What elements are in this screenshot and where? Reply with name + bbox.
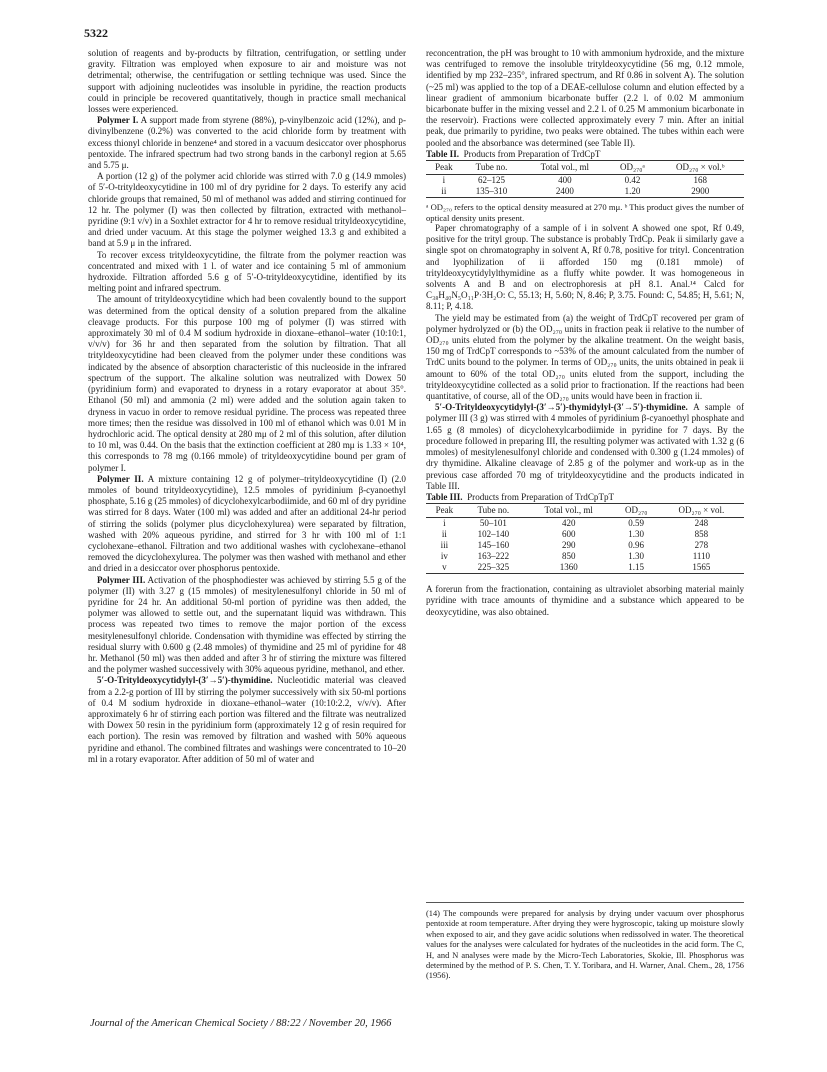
table-cell: 400	[558, 175, 572, 186]
journal-footer: Journal of the American Chemical Society / 88:22 / November 20, 1966	[90, 1018, 392, 1029]
table-header: Peak	[426, 161, 462, 175]
paragraph	[88, 171, 406, 249]
table-cell: ii	[441, 529, 447, 540]
paragraph	[426, 402, 744, 492]
table-cell: 1.15	[614, 562, 659, 574]
paragraph	[88, 474, 406, 575]
paragraph	[88, 294, 406, 473]
paragraph: A forerun from the fractionation, containing as ultraviolet absorbing material mainly pyridine with trace amounts of thymidine and a substance which appeared to be deoxycytidine, was also obtained.	[426, 584, 744, 617]
table-header: OD₂₇₀ × vol.	[659, 504, 744, 518]
text-span: Products from Preparation of TrdCpT	[463, 148, 601, 159]
table-part	[426, 161, 744, 175]
section-heading: 5′-O-Trityldeoxycytidylyl-(3′→5′)-thymidylyl-(3′→5′)-thymidine.	[435, 402, 688, 413]
table-cell: 278	[694, 540, 709, 551]
table-row	[426, 518, 744, 530]
paragraph	[88, 250, 406, 295]
table-footnote: ᵃ OD₂₇₀ refers to the optical density measured at 270 mμ. ᵇ This product gives the number of optical density units present.	[426, 202, 744, 223]
table-row	[426, 562, 744, 574]
table-cell: 2400	[521, 186, 608, 198]
text-span: A portion (12 g) of the polymer acid chloride was stirred with 7.0 g (14.9 mmoles) of 5′-O-trityldeoxycytidine in 100 ml of dry pyridine for 2 days. To esterify any acid chloride groups that remained, 50 ml of methanol was added and stirring continued for 12 hr. The polymer (I) was then collected by filtration, extracted with methanol–pyridine (9:1 v/v) in a Soxhlet extractor for 4 hr to remove residual trityldeoxycytidine, and dried under vacuum. At this stage the polymer weighed 13.3 g and exhibited a band at 5.9 μ in the infrared.	[88, 171, 406, 249]
table-cell: 1360	[524, 562, 614, 574]
paragraph	[88, 48, 406, 115]
table-cell: 225–325	[463, 562, 524, 574]
table-header: Tube no.	[462, 161, 521, 175]
table-cell: 1.20	[608, 186, 656, 198]
table-cell: 2900	[657, 186, 745, 198]
table-cell: 50–101	[479, 518, 507, 529]
left-column	[88, 48, 406, 765]
table-caption	[426, 149, 744, 160]
table-cell: v	[426, 562, 463, 574]
text-span: To recover excess trityldeoxycytidine, the filtrate from the polymer reaction was concentrated and mixed with 1 l. of water and ice containing 5 ml of ammonium hydroxide. Filtration afforded 5.6 g of 5′-O-trityldeoxycytidine, identified by its melting point and infrared spectrum.	[88, 249, 406, 294]
table-cell: 420	[561, 518, 576, 529]
table-cell: 135–310	[462, 186, 521, 198]
table-cell: 62–125	[478, 175, 505, 186]
table-cell: i	[443, 518, 446, 529]
paragraph: Paper chromatography of a sample of i in solvent A showed one spot, Rf 0.49, positive for the trityl group. The substance is probably TrdCp. Peak ii similarly gave a single spot on chromatography in solvent A, Rf 0.78, positive for trityl. Concentration and lyophilization of ii afforded 150 mg (0.181 mmole) of trityldeoxycytidylylthymidine as a fluffy white powder. It was homogeneous in solvents A and B and on electrophoresis at pH 8.1. Anal.¹⁴ Calcd for C₃₈H₄₀N₅O₁₁P·3H₂O: C, 55.13; H, 5.60; N, 8.46; P, 3.75. Found: C, 54.85; H, 5.61; N, 8.11; P, 4.18.	[426, 223, 744, 312]
section-heading: Polymer III.	[97, 574, 146, 585]
footnote-14: (14) The compounds were prepared for analysis by drying under vacuum over phosphorus pentoxide at room temperature. After drying they were hygroscopic, taking up moisture slowly when exposed to air, and they gave acidic solutions when redissolved in water. The theoretical values for the analyses were calculated for hydrates of the nucleotides in the acid form. The C, H, and N analyses were made by the Micro-Tech Laboratories, Skokie, Ill. Phosphorus was determined by the method of P. S. Chen, T. Y. Toribara, and H. Warner, Anal. Chem., 28, 1756 (1956).	[426, 902, 744, 982]
table-cell: 248	[694, 518, 709, 529]
table-cell: 163–222	[477, 551, 510, 562]
table-cell: 1565	[659, 562, 744, 574]
table-cell: 145–160	[477, 540, 510, 551]
table-cell: 858	[694, 529, 709, 540]
table-header: OD₂₇₀ × vol.ᵇ	[657, 161, 745, 175]
paragraph	[88, 575, 406, 676]
table-header: Tube no.	[463, 504, 524, 518]
table-row	[426, 175, 744, 187]
section-heading: Polymer I.	[97, 115, 139, 126]
text-span: Activation of the phosphodiester was achieved by stirring 5.5 g of the polymer (II) with 3.27 g (15 mmoles) of mesitylenesulfonyl chloride in 50 ml of pyridine for 24 hr. An additional 50-ml portion of pyridine was then added, the polymer was allowed to settle out, and the supernatant liquid was withdrawn. This process was repeated two times to remove the major portion of the excess mesitylenesulfonyl chloride. Condensation with thymidine was effected by stirring the residual slurry with 0.600 g (2.48 mmoles) of thymidine and 25 ml of pyridine for 48 hr. Methanol (50 ml) was then added and after 3 hr of stirring the mixture was filtered and the polymer washed successively with 30% aqueous pyridine, methanol, and ether.	[88, 574, 407, 675]
paragraph	[88, 115, 406, 171]
paragraph: reconcentration, the pH was brought to 10 with ammonium hydroxide, and the mixture was centrifuged to remove the insoluble trityldeoxycytidine (56 mg, 0.12 mmole, identified by mp 232–235°, infrared spectrum, and Rf 0.86 in solvent A). The solution (~25 ml) was applied to the top of a DEAE-cellulose column and elution effected by a linear gradient of ammonium bicarbonate buffer (2.2 l. of 0.02 M ammonium bicarbonate buffer in the mixing vessel and 2.2 l. of 0.25 M ammonium bicarbonate in the reservoir). Fractions were collected approximately every 7 min. After an initial peak, due primarily to pyridine, two peaks were obtained. The tubes within each were pooled and the absorbance was determined (see Table II).	[426, 48, 744, 148]
table-row	[426, 529, 744, 540]
paragraph: The yield may be estimated from (a) the weight of TrdCpT recovered per gram of polymer hydrolyzed or (b) the OD₂₇₀ units in fraction peak ii relative to the number of OD₂₇₀ units eluted from the polymer by the alkaline treatment. On the weight basis, 150 mg of TrdCpT corresponds to ~53% of the amount calculated from the number of TrdC units bound to the polymer. In terms of OD₂₇₀ units, the units obtained in peak ii amount to 60% of the total OD₂₇₀ units eluted from the support, including the trityldeoxycytidine collected as a solid prior to fractionation. If the reactions had been quantitative, of course, all of the OD₂₇₀ units would have been in fraction ii.	[426, 312, 744, 402]
table-row	[426, 551, 744, 562]
table-cell: 0.96	[628, 540, 645, 551]
table-header: Total vol., ml	[521, 161, 608, 175]
table-cell: iii	[440, 540, 449, 551]
table-caption	[426, 492, 744, 503]
table-cell: iv	[440, 551, 448, 562]
table-part	[426, 504, 744, 518]
table-cell: ii	[426, 186, 462, 198]
text-span: Table III.	[426, 491, 463, 502]
table-cell: 1.30	[628, 529, 645, 540]
table-cell: i	[442, 175, 446, 186]
table-row	[426, 186, 744, 198]
table-2	[426, 160, 744, 198]
text-span: A support made from styrene (88%), p-vinylbenzoic acid (12%), and p-divinylbenzene (0.2%) was converted to the acid chloride form by treatment with excess thionyl chloride in benzene⁴ and stored in a vacuum desiccator over phosphorus pentoxide. The infrared spectrum had two strong bands in the carbonyl region at 5.65 and 5.75 μ.	[88, 115, 406, 171]
table-header: OD₂₇₀ᵃ	[608, 161, 656, 175]
section-heading: Polymer II.	[97, 473, 144, 484]
table-header: Peak	[426, 504, 463, 518]
paragraph	[88, 675, 406, 765]
section-heading: 5′-O-Trityldeoxycytidylyl-(3′→5′)-thymidine.	[97, 675, 273, 686]
text-span: Table II.	[426, 148, 460, 159]
text-span: Products from Preparation of TrdCpTpT	[467, 491, 615, 502]
text-span: A mixture containing 12 g of polymer–trityldeoxycytidine (I) (2.0 mmoles of bound trityldeoxycytidine), 12.5 mmoles of pyridinium β-cyanoethyl phosphate, 5.16 g (25 mmoles) of dicyclohexylcarbodiimide, and 60 ml of dry pyridine was stirred for 8 days. Water (100 ml) was added and after an additional 24-hr period of stirring the solids (polymer plus dicyclohexylurea) were separated by filtration, washed with 20% aqueous pyridine, and stirred for 3 hr with 100 ml of 1:1 cyclohexane–ethanol. Filtration and two additional washes with cyclohexane–ethanol removed the dicyclohexylurea. The polymer was then washed with methanol and ether and dried in a desiccator over phosphorus pentoxide.	[88, 473, 406, 574]
page-number: 5322	[84, 26, 108, 40]
text-span: The amount of trityldeoxycytidine which had been covalently bound to the support was determined from the optical density of a solution prepared from the alkaline cleavage products. For this purpose 100 mg of polymer (I) was stirred with approximately 30 ml of 0.4 M sodium hydroxide in dioxane–ethanol–water (10:10:1, v/v/v) for 36 hr and then separated from the solution by filtration. That all trityldeoxycytidine had been cleaved from the polymer under these conditions was indicated by the absence of absorption characteristic of this nucleoside in the infrared spectrum of the support. The alkaline solution was neutralized with Dowex 50 (pyridinium form) and evaporated to dryness in a rotary evaporator at about 35°. Ethanol (50 ml) and ammonia (2 ml) were added and the solution again taken to dryness in vacuo in order to remove residual pyridine. The process was repeated three more times; then the residue was dissolved in 100 ml of ethanol which was 0.01 M in hydrochloric acid. The optical density at 280 mμ of 2 ml of this solution, after dilution to 10 ml, was 0.44. On the basis that the extinction coefficient at 280 mμ is 1.33 × 10⁴, this corresponds to 78 mg (0.166 mmole) of trityldeoxycytidine bound per gram of polymer I.	[88, 294, 406, 473]
table-cell: 168	[693, 175, 707, 186]
table-header: Total vol., ml	[524, 504, 614, 518]
table-3	[426, 503, 744, 574]
table-cell: 1.30	[628, 551, 645, 562]
right-column	[426, 48, 744, 618]
text-span: A sample of polymer III (3 g) was stirred with 4 mmoles of pyridinium β-cyanoethyl phosphate and 1.65 g (8 mmoles) of dicyclohexylcarbodiimide in pyridine for 7 days. By the procedure followed in preparing III, the resulting polymer was activated with 1.32 g (6 mmoles) of mesitylenesulfonyl chloride and condensed with 0.300 g (1.24 mmoles) of dry thymidine. Alkaline cleavage of 2.85 g of the polymer and work-up as in the previous case afforded 70 mg of trityldeoxycytidine and the products indicated in Table III.	[426, 402, 744, 491]
table-cell: 850	[561, 551, 576, 562]
table-cell: 0.59	[628, 518, 645, 529]
table-cell: 102–140	[477, 529, 510, 540]
table-cell: 290	[561, 540, 576, 551]
table-cell: 1110	[692, 551, 711, 562]
text-span: Nucleotidic material was cleaved from a 2.2-g portion of III by stirring the polymer successively with six 50-ml portions of 0.4 M sodium hydroxide in dioxane–ethanol–water (10:10:2.2, v/v/v). After approximately 6 hr of stirring each portion was filtered and the filtrate was neutralized with Dowex 50 resin in the pyridinium form (approximately 12 g of resin required for each portion). The resin was removed by filtration and washed with 50% aqueous pyridine and ethanol. The combined filtrates and washings were concentrated to 10–20 ml in a rotary evaporator. After addition of 50 ml of water and	[88, 675, 406, 764]
table-header: OD₂₇₀	[614, 504, 659, 518]
text-span: solution of reagents and by-products by filtration, centrifugation, or settling under gravity. Filtration was employed when exposure to air and moisture was not detrimental; otherwise, the centrifugation or settling technique was used. Since the support with adjoining nucleotides was insoluble in pyridine, the reaction products could in principle be recovered quantitatively, though in practice small mechanical losses were experienced.	[88, 48, 406, 115]
table-cell: 600	[561, 529, 576, 540]
table-row	[426, 540, 744, 551]
table-cell: 0.42	[624, 175, 641, 186]
